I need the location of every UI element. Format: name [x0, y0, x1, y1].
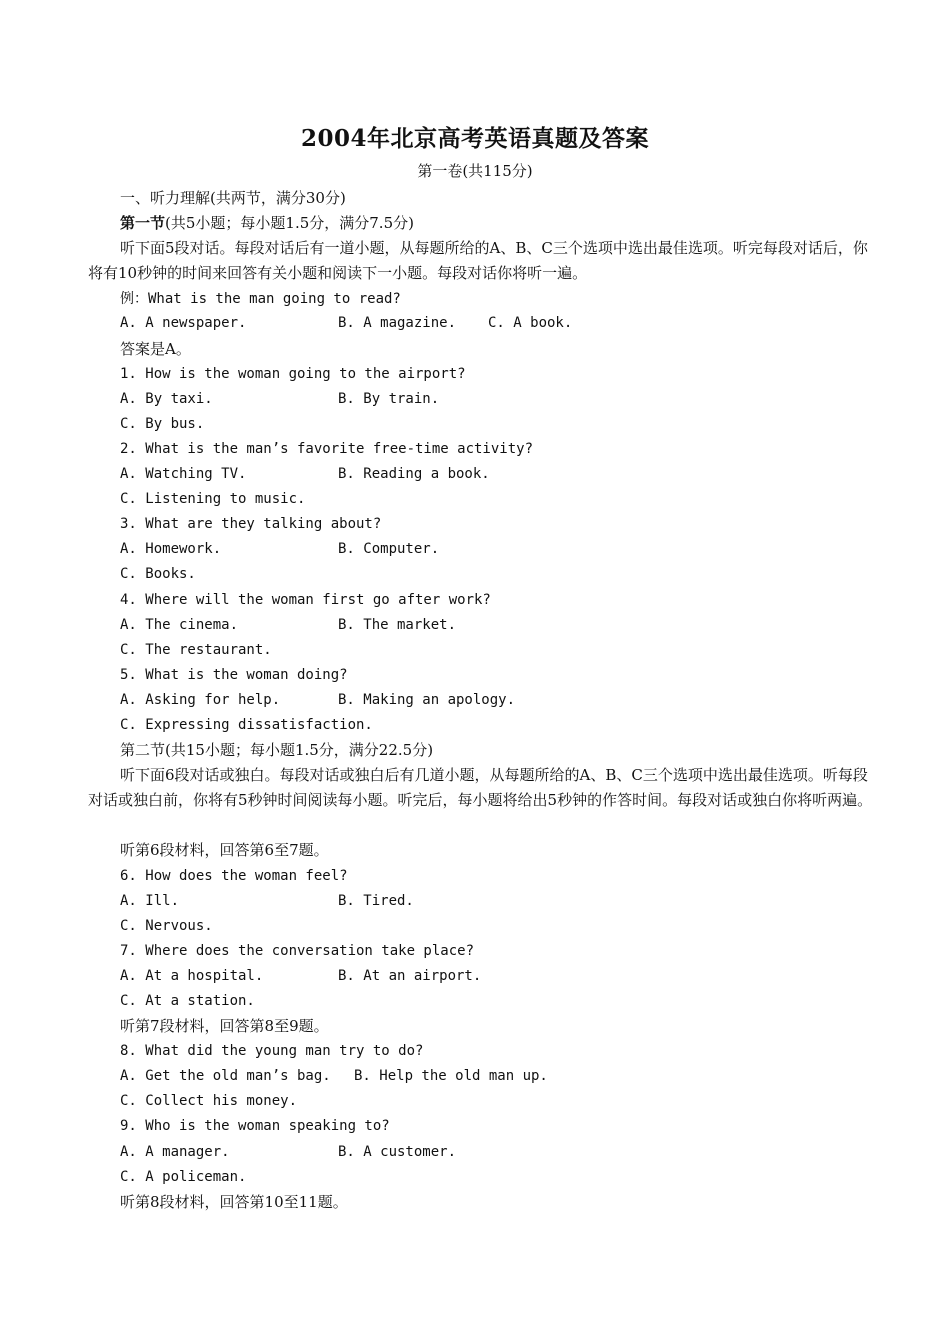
- material-6-note: 听第6段材料，回答第6至7题。: [120, 841, 329, 860]
- q4-option-b: B. The market.: [338, 616, 457, 633]
- question-1-options-ab: [88, 387, 878, 412]
- q7-option-a: A. At a hospital.: [120, 967, 264, 984]
- section1-heading: [88, 211, 878, 236]
- question-7: 7. Where does the conversation take place?: [120, 942, 475, 959]
- question-3-options-ab: [88, 537, 878, 562]
- q9-option-b: B. A customer.: [338, 1143, 457, 1160]
- q2-option-a: A. Watching TV.: [120, 466, 247, 483]
- q1-option-b: B. By train.: [338, 390, 440, 407]
- question-6: 6. How does the woman feel?: [120, 867, 348, 884]
- q6-option-b: B. Tired.: [338, 892, 414, 909]
- q9-option-a: A. A manager.: [120, 1143, 230, 1160]
- q8-option-a: A. Get the old man’s bag.: [120, 1068, 331, 1085]
- q3-option-b: B. Computer.: [338, 541, 440, 558]
- q8-option-b: B. Help the old man up.: [354, 1068, 548, 1085]
- q2-option-b: B. Reading a book.: [338, 466, 490, 483]
- section1-label: 第一节: [120, 214, 166, 233]
- question-4-options-ab: [88, 613, 878, 638]
- q1-option-c: C. By bus.: [120, 415, 205, 432]
- q5-option-a: A. Asking for help.: [120, 691, 281, 708]
- question-4: 4. Where will the woman first go after work?: [120, 591, 491, 608]
- material-7-note: 听第7段材料，回答第8至9题。: [120, 1017, 329, 1036]
- question-5: 5. What is the woman doing?: [120, 666, 348, 683]
- page-title: 2004年北京高考英语真题及答案: [300, 125, 649, 152]
- section2-instruction-text: 听下面6段对话或独白。每段对话或独白后有几道小题，从每题所给的A、B、C三个选项中选出最佳选项。听每段对话或独白前，你将有5秒钟时间阅读每小题。听完后，每小题将给出5秒钟的作答时间。每段对话或独白你将听两遍。: [88, 766, 873, 810]
- section2-instruction: [88, 763, 878, 838]
- q5-option-b: B. Making an apology.: [338, 691, 516, 708]
- question-8: 8. What did the young man try to do?: [120, 1043, 424, 1060]
- section1-info: (共5小题；每小题1.5分，满分7.5分): [165, 214, 414, 233]
- question-8-options-ab: [88, 1064, 878, 1089]
- material-8-note: 听第8段材料，回答第10至11题。: [120, 1192, 348, 1211]
- question-2: 2. What is the man’s favorite free-time activity?: [120, 440, 534, 457]
- q7-option-b: B. At an airport.: [338, 967, 482, 984]
- example-option-c: C. A book.: [488, 315, 573, 332]
- example-question-text: 例：What is the man going to read?: [120, 291, 401, 308]
- q4-option-c: C. The restaurant.: [120, 641, 272, 658]
- q9-option-c: C. A policeman.: [120, 1168, 247, 1185]
- example-question: [88, 286, 878, 311]
- section1-instruction-text: 听下面5段对话。每段对话后有一道小题，从每题所给的A、B、C三个选项中选出最佳选项。听完每段对话后，你将有10秒钟的时间来回答有关小题和阅读下一小题。每段对话你将听一遍。: [88, 239, 868, 283]
- question-2-options-ab: [88, 462, 878, 487]
- q3-option-c: C. Books.: [120, 566, 196, 583]
- q1-option-a: A. By taxi.: [120, 390, 213, 407]
- question-9-options-ab: [88, 1140, 878, 1165]
- q6-option-a: A. Ill.: [120, 892, 180, 909]
- example-options: [88, 311, 878, 336]
- example-option-a: A. A newspaper.: [120, 315, 247, 332]
- question-6-options-ab: [88, 889, 878, 914]
- example-option-b: B. A magazine.: [338, 315, 457, 332]
- page-subtitle: 第一卷(共115分): [417, 162, 533, 180]
- example-answer: 答案是A。: [120, 339, 191, 358]
- part-heading: 一、听力理解(共两节，满分30分): [120, 189, 346, 207]
- q6-option-c: C. Nervous.: [120, 917, 213, 934]
- q4-option-a: A. The cinema.: [120, 616, 239, 633]
- question-7-options-ab: [88, 964, 878, 989]
- question-9: 9. Who is the woman speaking to?: [120, 1118, 390, 1135]
- question-1: 1. How is the woman going to the airport?: [120, 365, 466, 382]
- q7-option-c: C. At a station.: [120, 993, 255, 1010]
- q5-option-c: C. Expressing dissatisfaction.: [120, 716, 373, 733]
- question-3: 3. What are they talking about?: [120, 516, 382, 533]
- q8-option-c: C. Collect his money.: [120, 1093, 298, 1110]
- q3-option-a: A. Homework.: [120, 541, 222, 558]
- section2-heading: 第二节(共15小题；每小题1.5分，满分22.5分): [120, 741, 434, 760]
- section1-instruction: [88, 236, 868, 286]
- exam-content: [88, 186, 878, 1215]
- q2-option-c: C. Listening to music.: [120, 491, 306, 508]
- question-5-options-ab: [88, 688, 878, 713]
